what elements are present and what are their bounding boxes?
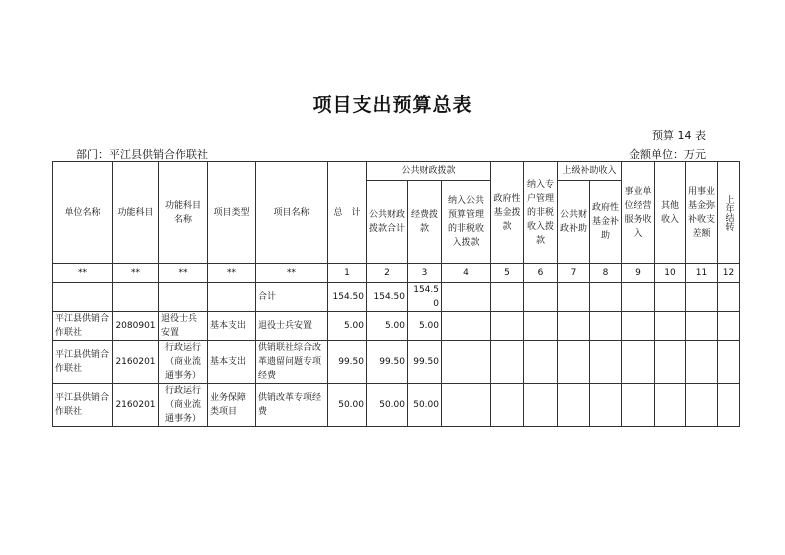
header-superior-subsidy: 上级补助收入 (558, 162, 622, 181)
sum-label: 合计 (256, 283, 328, 312)
row-total: 50.00 (328, 384, 367, 427)
row-project-name: 供销改革专项经费 (256, 384, 328, 427)
row-func: 行政运行（商业流通事务） (159, 384, 208, 427)
row-project-name: 退役士兵安置 (256, 312, 328, 341)
header-public-total: 公共财政拨款合计 (367, 181, 408, 264)
row-funds: 50.00 (408, 384, 442, 427)
index-cell: 4 (442, 264, 491, 283)
page-title: 项目支出预算总表 (312, 94, 473, 116)
amount-unit-label: 金额单位：万元 (629, 148, 706, 161)
header-sup-public: 公共财政补助 (558, 181, 590, 264)
row-unit: 平江县供销合作联社 (53, 312, 113, 341)
header-unit-name: 单位名称 (53, 162, 113, 264)
header-project-type: 项目类型 (208, 162, 256, 264)
table-row (53, 341, 740, 384)
row-public: 99.50 (367, 341, 408, 384)
row-code: 2160201 (113, 384, 159, 427)
header-special-account: 纳入专户管理的非税收入拨款 (524, 162, 558, 264)
row-type: 基本支出 (208, 312, 256, 341)
index-cell: 6 (524, 264, 558, 283)
index-cell: 7 (558, 264, 590, 283)
index-row (53, 264, 740, 283)
index-cell: 8 (590, 264, 622, 283)
header-other-income: 其他收入 (655, 162, 686, 264)
sum-total: 154.50 (328, 283, 367, 312)
header-row-1 (53, 162, 740, 181)
row-total: 5.00 (328, 312, 367, 341)
row-public: 50.00 (367, 384, 408, 427)
table-row (53, 384, 740, 427)
header-nontax: 纳入公共预算管理的非税收入拨款 (442, 181, 491, 264)
row-funds: 99.50 (408, 341, 442, 384)
index-cell: ** (53, 264, 113, 283)
header-total: 总 计 (328, 162, 367, 264)
table-row (53, 312, 740, 341)
row-func: 行政运行（商业流通事务） (159, 341, 208, 384)
header-fund-balance: 用事业基金弥补收支差额 (686, 162, 718, 264)
row-unit: 平江县供销合作联社 (53, 341, 113, 384)
row-project-name: 供销联社综合改革遗留问题专项经费 (256, 341, 328, 384)
row-code: 2080901 (113, 312, 159, 341)
sum-public: 154.50 (367, 283, 408, 312)
row-total: 99.50 (328, 341, 367, 384)
row-type: 基本支出 (208, 341, 256, 384)
row-func: 退役士兵安置 (159, 312, 208, 341)
row-funds: 5.00 (408, 312, 442, 341)
index-cell: 5 (491, 264, 524, 283)
header-func-code: 功能科目 (113, 162, 159, 264)
index-cell: 9 (622, 264, 655, 283)
budget-table (52, 161, 740, 427)
index-cell: ** (159, 264, 208, 283)
row-public: 5.00 (367, 312, 408, 341)
header-sup-gov: 政府性基金补助 (590, 181, 622, 264)
index-cell: 12 (718, 264, 740, 283)
header-funds: 经费拨款 (408, 181, 442, 264)
header-func-name: 功能科目名称 (159, 162, 208, 264)
header-carryover-text: 上年结转 (723, 194, 734, 231)
table-number: 预算 14 表 (652, 129, 706, 142)
row-unit: 平江县供销合作联社 (53, 384, 113, 427)
header-project-name: 项目名称 (256, 162, 328, 264)
index-cell: 11 (686, 264, 718, 283)
header-public-finance: 公共财政拨款 (367, 162, 491, 181)
index-cell: 2 (367, 264, 408, 283)
sum-row (53, 283, 740, 312)
department-label: 部门：平江县供销合作联社 (76, 148, 208, 161)
row-code: 2160201 (113, 341, 159, 384)
header-business-income: 事业单位经营服务收入 (622, 162, 655, 264)
row-type: 业务保障类项目 (208, 384, 256, 427)
header-gov-fund: 政府性基金拨款 (491, 162, 524, 264)
index-cell: 3 (408, 264, 442, 283)
index-cell: 10 (655, 264, 686, 283)
index-cell: ** (113, 264, 159, 283)
index-cell: 1 (328, 264, 367, 283)
index-cell: ** (208, 264, 256, 283)
index-cell: ** (256, 264, 328, 283)
header-carryover (718, 162, 740, 264)
sum-funds: 154.50 (408, 283, 442, 312)
